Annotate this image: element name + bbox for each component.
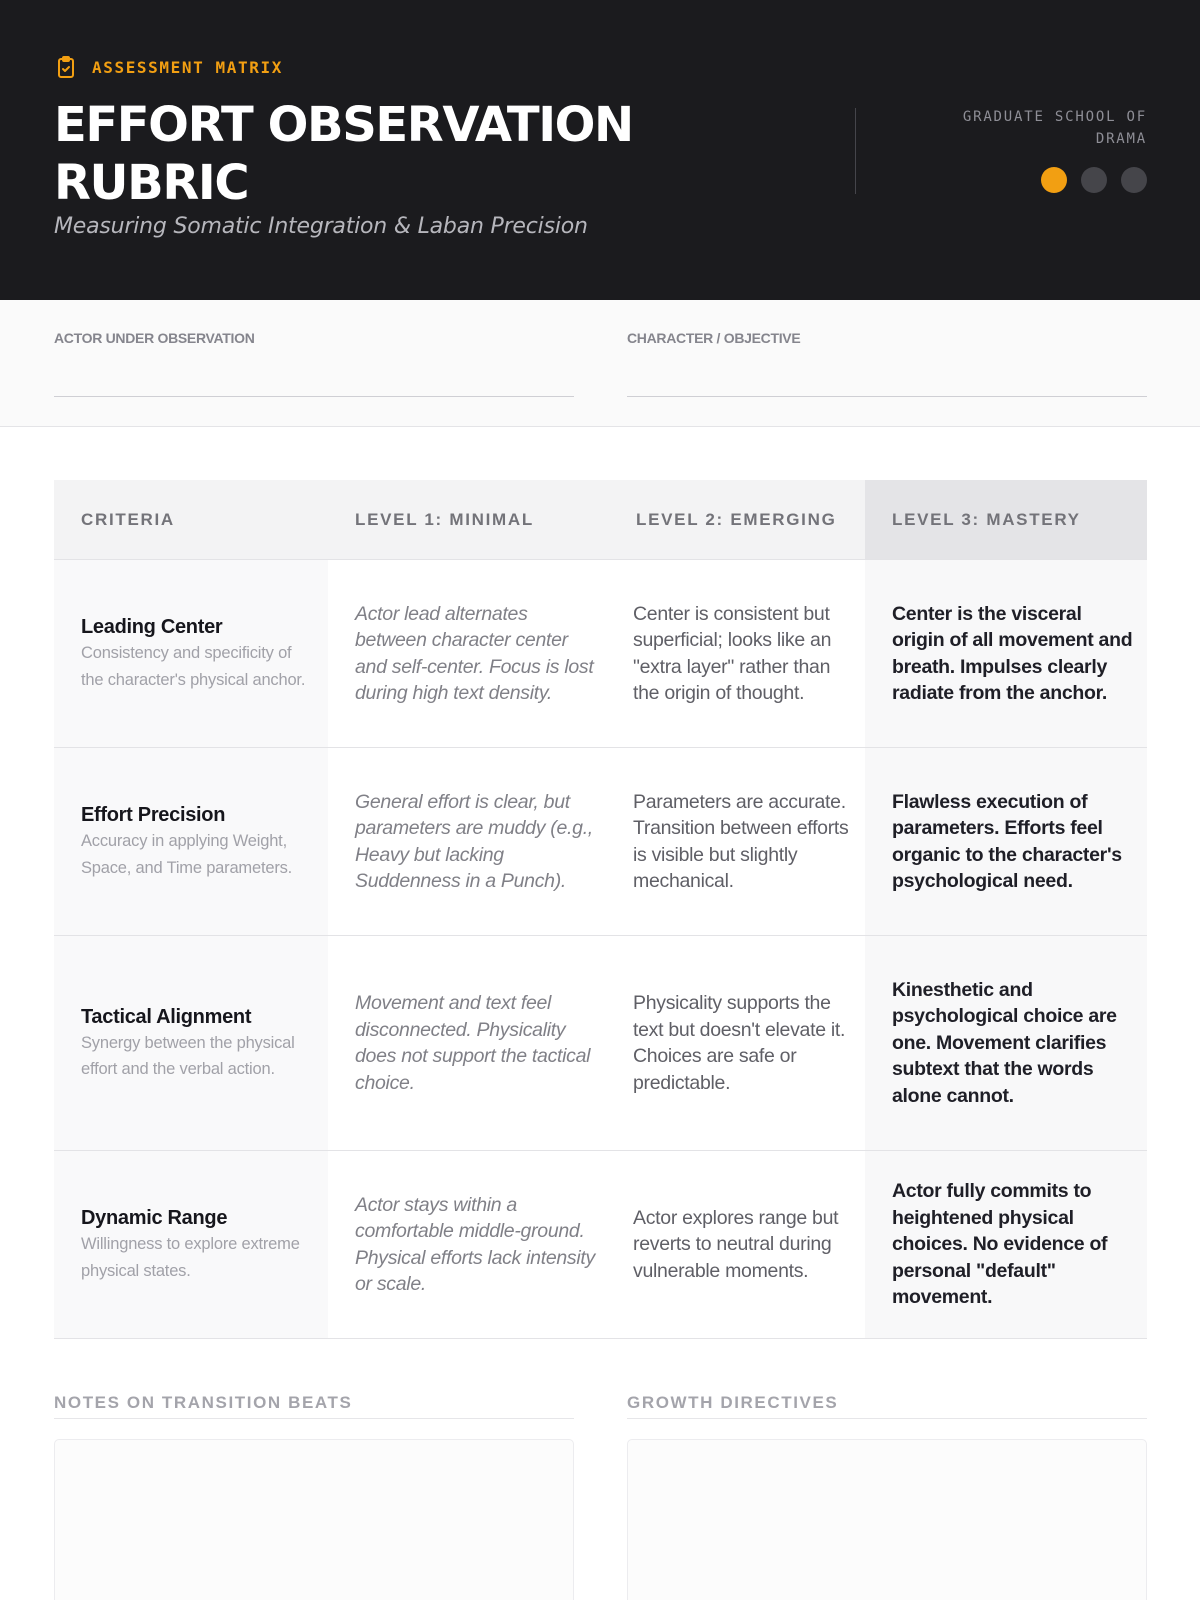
criteria-cell [54,936,328,1150]
eyebrow [54,55,283,79]
transition-notes-section [54,1393,574,1600]
criteria-description: Consistency and specificity of the character's physical anchor. [81,644,306,689]
level-1-cell: Actor stays within a comfortable middle-ground. Physical efforts lack intensity or scale. [328,1151,609,1338]
header-level-3: LEVEL 3: MASTERY [865,480,1147,559]
eyebrow-label: ASSESSMENT MATRIX [92,57,283,77]
level-3-cell: Actor fully commits to heightened physical choices. No evidence of personal "default" movement. [865,1151,1147,1338]
table-row [54,1150,1147,1338]
page-subtitle: Measuring Somatic Integration & Laban Precision [54,214,588,239]
criteria-name: Effort Precision [81,804,226,826]
table-header [54,480,1147,559]
criteria-name: Tactical Alignment [81,1005,252,1028]
level-1-cell: Movement and text feel disconnected. Physicality does not support the tactical choice. [328,936,609,1150]
divider [54,1418,574,1419]
criteria-name: Dynamic Range [81,1207,228,1229]
observation-fields [0,300,1200,427]
table-row [54,935,1147,1150]
criteria-description: Willingness to explore extreme physical states. [81,1235,300,1280]
header-level-1: LEVEL 1: MINIMAL [355,509,534,529]
table-row [54,559,1147,747]
table-row [54,747,1147,935]
criteria-cell [54,1151,328,1338]
level-3-cell: Kinesthetic and psychological choice are one. Movement clarifies subtext that the words alone cannot. [865,936,1147,1150]
level-2-cell: Center is consistent but superficial; looks like an "extra layer" rather than the origin of thought. [609,560,865,747]
level-2-cell: Parameters are accurate. Transition between efforts is visible but slightly mechanical. [609,748,865,935]
header-divider [855,108,856,194]
criteria-description: Accuracy in applying Weight, Space, and Time parameters. [81,832,293,877]
header-criteria: CRITERIA [81,509,175,529]
level-2-cell: Physicality supports the text but doesn't elevate it. Choices are safe or predictable. [609,936,865,1150]
criteria-cell [54,560,328,747]
clipboard-check-icon [54,55,78,79]
character-field-label: CHARACTER / OBJECTIVE [627,330,801,346]
growth-directives-box[interactable] [627,1439,1147,1600]
level-indicator [1027,167,1147,193]
transition-notes-box[interactable] [54,1439,574,1600]
level-2-cell: Actor explores range but reverts to neutral during vulnerable moments. [609,1151,865,1338]
transition-notes-title: NOTES ON TRANSITION BEATS [54,1393,353,1412]
character-field-line[interactable] [627,396,1147,397]
criteria-name: Leading Center [81,616,223,638]
school-name: GRADUATE SCHOOL OF DRAMA [962,109,1147,147]
divider [627,1418,1147,1419]
page-title: EFFORT OBSERVATION RUBRIC [54,97,633,211]
growth-directives-section [627,1393,1147,1600]
criteria-description: Synergy between the physical effort and the verbal action. [81,1033,295,1078]
level-1-cell: Actor lead alternates between character center and self-center. Focus is lost during high text density. [328,560,609,747]
indicator-dot [1081,167,1107,193]
page-header [0,0,1200,300]
level-3-cell: Center is the visceral origin of all movement and breath. Impulses clearly radiate from the anchor. [865,560,1147,747]
header-level-2: LEVEL 2: EMERGING [636,509,837,529]
actor-field-label: ACTOR UNDER OBSERVATION [54,330,255,346]
growth-directives-title: GROWTH DIRECTIVES [627,1393,839,1412]
level-1-cell: General effort is clear, but parameters are muddy (e.g., Heavy but lacking Suddenness in a Punch). [328,748,609,935]
criteria-cell [54,748,328,935]
level-3-cell: Flawless execution of parameters. Efforts feel organic to the character's psychological need. [865,748,1147,935]
rubric-table [54,480,1147,1339]
indicator-dot [1121,167,1147,193]
indicator-dot [1041,167,1067,193]
actor-field-line[interactable] [54,396,574,397]
